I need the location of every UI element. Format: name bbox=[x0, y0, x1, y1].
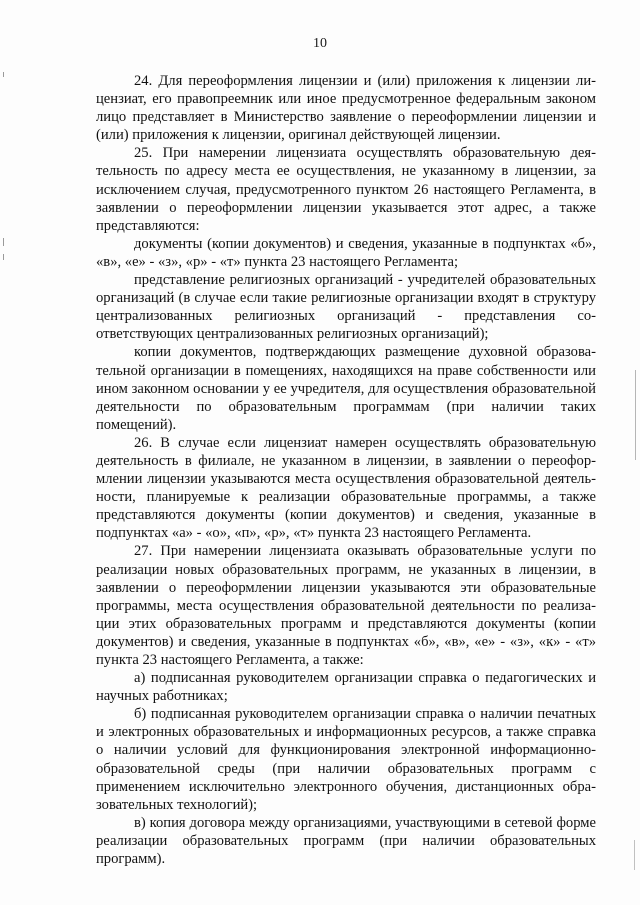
page-number: 10 bbox=[313, 36, 327, 51]
scan-edge-mark bbox=[3, 72, 4, 77]
scan-edge-mark bbox=[3, 238, 4, 246]
paragraph-27-item-v: в) копия договора между организациями, участвующими в сетевой форме реализации образовательных программ (при наличии образовательных программ). bbox=[96, 814, 596, 868]
paragraph-25-item-religious-organizations: представление религиозных организаций - учредителей образовательных организаций (в случае если такие религиозные организации входят в структуру централизованных религиозных организаций - представления соответствующих централизованных религиозных организаций); bbox=[96, 272, 596, 343]
scan-edge-mark bbox=[3, 254, 4, 260]
paragraph-25-item-documents: документы (копии документов) и сведения, указанные в подпунктах «б», «в», «е» - «з», «р» - «т» пункта 23 настоящего Регламента; bbox=[96, 235, 596, 270]
paragraph-25-item-premises-copies: копии документов, подтверждающих размещение духовной образовательной организации в помещениях, находящихся на праве собственности или ином законном основании у ее учредителя, для осуществления образовательной деятельности по образовательным программам (при наличии таких помещений). bbox=[96, 344, 596, 433]
paragraph-25: 25. При намерении лицензиата осуществлять образовательную деятельность по адресу места ее осуществления, не указанному в лицензии, за исключением случая, предусмотренного пунктом 26 настоящего Регламента, в заявлении о переоформлении лицензии указывается этот адрес, а также представляются: bbox=[96, 145, 596, 234]
scan-edge-mark bbox=[635, 370, 636, 460]
paragraph-27: 27. При намерении лицензиата оказывать образовательные услуги по реализации новых образовательных программ, не указанных в лицензии, в заявлении о переоформлении лицензии указываются эти образовательные программы, места осуществления образовательной деятельности по реализации этих образовательных программ и представляются документы (копии документов) и сведения, указанные в подпунктах «б», «в», «е» - «з», «к» - «т» пункта 23 настоящего Регламента, а также: bbox=[96, 543, 596, 668]
paragraph-26: 26. В случае если лицензиат намерен осуществлять образовательную деятельность в филиале, не указанном в лицензии, в заявлении о переоформлении лицензии указываются места осуществления образовательной деятельности, планируемые к реализации образовательные программы, а также представляются документы (копии документов) и сведения, указанные в подпунктах «а» - «о», «п», «р», «т» пункта 23 настоящего Регламента. bbox=[96, 434, 596, 542]
paragraph-24: 24. Для переоформления лицензии и (или) приложения к лицензии лицензиат, его правопреемник или иное предусмотренное федеральным законом лицо представляет в Министерство заявление о переоформлении лицензии и (или) приложения к лицензии, оригинал действующей лицензии. bbox=[96, 73, 596, 144]
scan-edge-mark bbox=[634, 840, 635, 870]
paragraph-27-item-b: б) подписанная руководителем организации справка о наличии печатных и электронных образовательных и информационных ресурсов, а также справка о наличии условий для функционирования электронной информационно-образовательной среды (при наличии образовательных программ с применением исключительно электронного обучения, дистанционных образовательных технологий); bbox=[96, 706, 596, 813]
paragraph-27-item-a: а) подписанная руководителем организации справка о педагогических и научных работниках; bbox=[96, 670, 596, 705]
document-body bbox=[96, 72, 596, 868]
